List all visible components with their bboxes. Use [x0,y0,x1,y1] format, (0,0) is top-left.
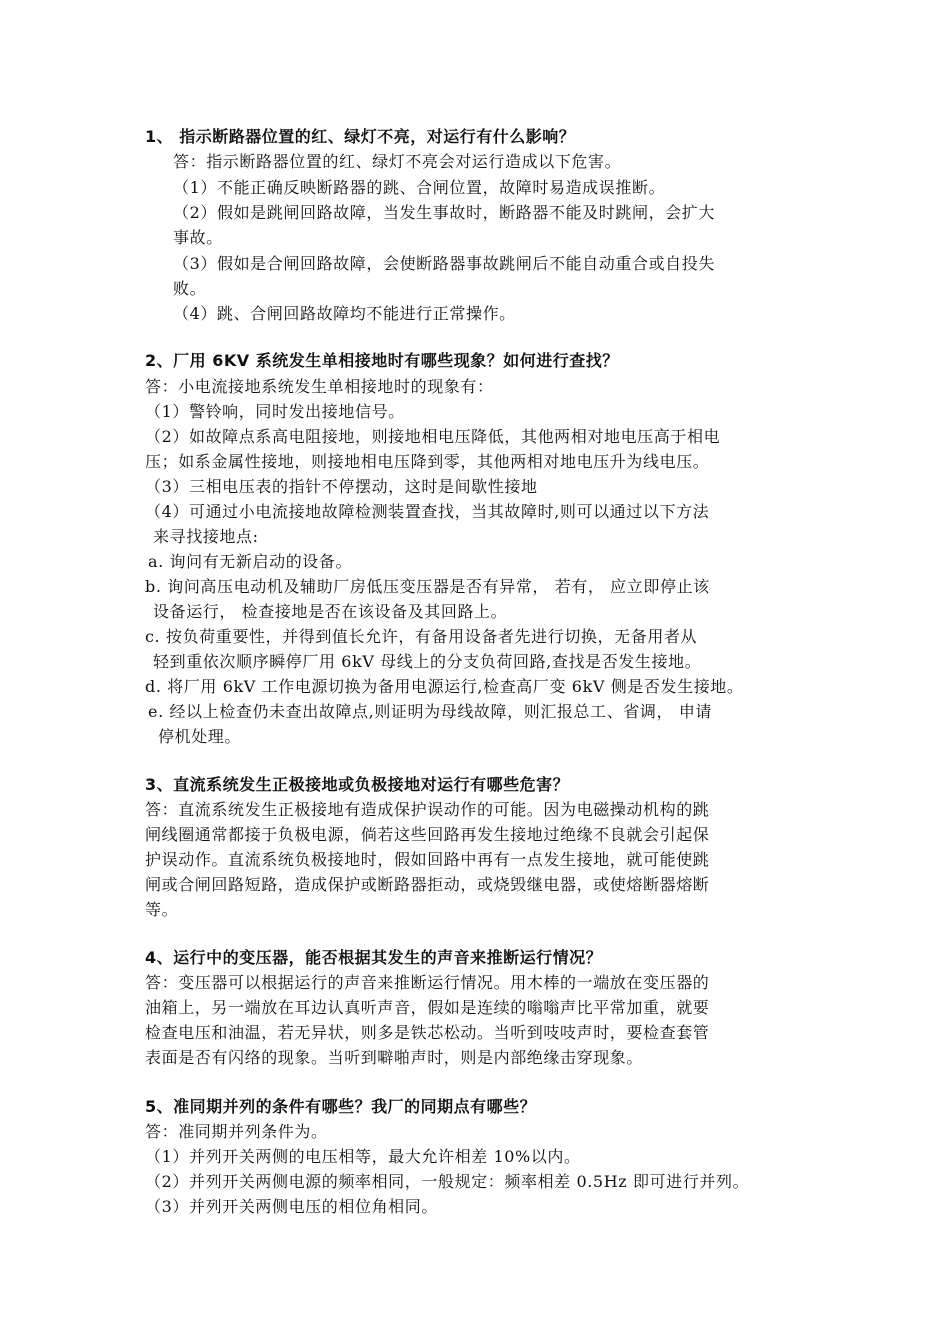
answer-2-item-b-cont: 设备运行， 检查接地是否在该设备及其回路上。 [153,602,508,621]
answer-2-item-e-cont: 停机处理。 [158,727,242,746]
answer-3-line-1: 答：直流系统发生正极接地有造成保护误动作的可能。因为电磁操动机构的跳 [145,800,710,819]
answer-3-line-5: 等。 [145,900,179,919]
answer-4-line-2: 油箱上，另一端放在耳边认真听声音，假如是连续的嗡嗡声比平常加重，就要 [145,998,710,1017]
answer-3-line-2: 闸线圈通常都接于负极电源，倘若这些回路再发生接地过绝缘不良就会引起保 [145,825,710,844]
question-1-heading: 1、 指示断路器位置的红、绿灯不亮，对运行有什么影响？ [145,127,576,146]
question-4-heading: 4、运行中的变压器，能否根据其发生的声音来推断运行情况？ [145,948,603,967]
answer-2-line-4: 压；如系金属性接地，则接地相电压降到零，其他两相对地电压升为线电压。 [145,452,710,471]
answer-3-line-4: 闸或合闸回路短路，造成保护或断路器拒动，或烧毁继电器，或使熔断器熔断 [145,875,710,894]
answer-2-item-b: b. 询问高压电动机及辅助厂房低压变压器是否有异常， 若有， 应立即停止该 [145,577,710,596]
answer-1-line-6: 败。 [173,279,207,298]
answer-5-line-3: （2）并列开关两侧电源的频率相同，一般规定：频率相差 0.5Hz 即可进行并列。 [145,1172,750,1191]
answer-5-line-2: （1）并列开关两侧的电压相等，最大允许相差 10%以内。 [145,1147,581,1166]
answer-2-line-5: （3）三相电压表的指针不停摆动，这时是间歇性接地 [145,477,538,496]
answer-4-line-4: 表面是否有闪络的现象。当听到噼啪声时，则是内部绝缘击穿现象。 [145,1048,644,1067]
answer-2-item-d: d. 将厂用 6kV 工作电源切换为备用电源运行,检查高厂变 6kV 侧是否发生接地。 [145,677,744,696]
question-2-heading: 2、厂用 6KV 系统发生单相接地时有哪些现象？如何进行查找？ [145,351,619,370]
answer-2-line-6: （4）可通过小电流接地故障检测装置查找，当其故障时,则可以通过以下方法 [145,502,710,521]
answer-2-line-7: 来寻找接地点: [153,527,259,546]
answer-2-item-c-cont: 轻到重依次顺序瞬停厂用 6kV 母线上的分支负荷回路,查找是否发生接地。 [153,652,702,671]
answer-2-item-c: c. 按负荷重要性，并得到值长允许，有备用设备者先进行切换，无备用者从 [145,627,698,646]
answer-4-line-1: 答：变压器可以根据运行的声音来推断运行情况。用木棒的一端放在变压器的 [145,973,710,992]
answer-3-line-3: 护误动作。直流系统负极接地时，假如回路中再有一点发生接地，就可能使跳 [145,850,710,869]
answer-1-line-4: 事故。 [173,228,223,247]
answer-2-line-3: （2）如故障点系高电阻接地，则接地相电压降低，其他两相对地电压高于相电 [145,427,721,446]
answer-5-line-1: 答：准同期并列条件为。 [145,1122,328,1141]
answer-1-line-1: 答：指示断路器位置的红、绿灯不亮会对运行造成以下危害。 [173,152,622,171]
answer-4-line-3: 检查电压和油温，若无异状，则多是铁芯松动。当听到吱吱声时，要检查套管 [145,1023,710,1042]
answer-1-line-2: （1）不能正确反映断路器的跳、合闸位置，故障时易造成误推断。 [173,178,666,197]
question-5-heading: 5、准同期并列的条件有哪些？我厂的同期点有哪些？ [145,1097,537,1116]
answer-1-line-5: （3）假如是合闸回路故障，会使断路器事故跳闸后不能自动重合或自投失 [173,254,715,273]
question-3-heading: 3、直流系统发生正极接地或负极接地对运行有哪些危害？ [145,775,570,794]
answer-2-item-e: e. 经以上检查仍未查出故障点,则证明为母线故障，则汇报总工、省调， 申请 [148,702,713,721]
answer-5-line-4: （3）并列开关两侧电压的相位角相同。 [145,1197,438,1216]
answer-2-line-1: 答：小电流接地系统发生单相接地时的现象有： [145,377,494,396]
answer-1-line-7: （4）跳、合闸回路故障均不能进行正常操作。 [173,304,516,323]
answer-2-item-a: a. 询问有无新启动的设备。 [148,552,353,571]
answer-1-line-3: （2）假如是跳闸回路故障，当发生事故时，断路器不能及时跳闸，会扩大 [173,203,715,222]
answer-2-line-2: （1）警铃响，同时发出接地信号。 [145,402,405,421]
